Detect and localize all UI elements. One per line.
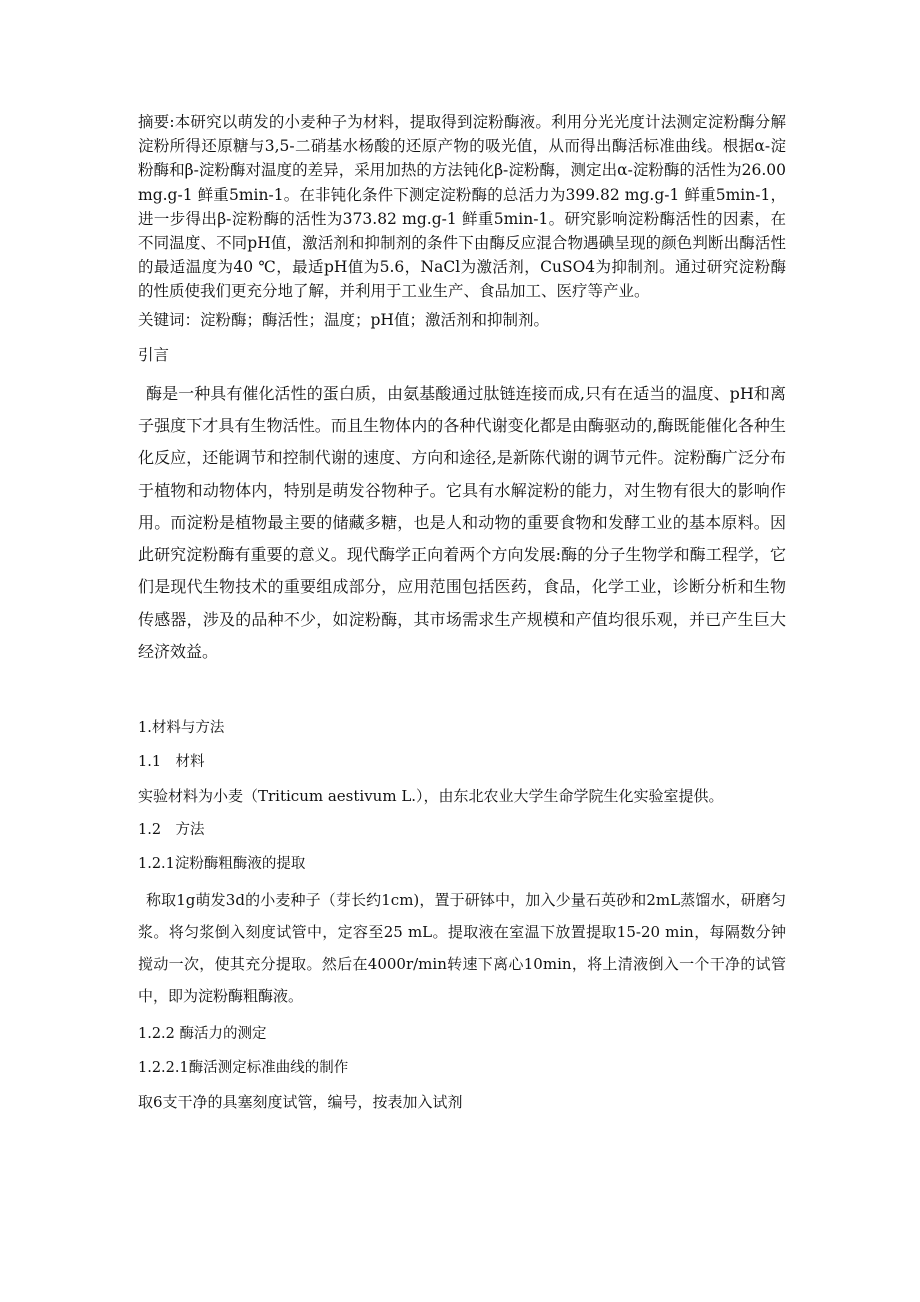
section-1-2-1-heading: 1.2.1淀粉酶粗酶液的提取 — [138, 856, 306, 873]
section-1-2-2-heading: 1.2.2 酶活力的测定 — [138, 1026, 267, 1043]
section-spacer — [138, 668, 786, 716]
extraction-paragraph: 称取1g萌发3d的小麦种子（芽长约1cm)，置于研钵中，加入少量石英砂和2mL蒸馏水，研磨匀浆。将匀浆倒入刻度试管中，定容至25 mL。提取液在室温下放置提取15-20 min，每隔数分钟搅动一次，使其充分提取。然后在4000r/min转速下离心10min，将上清液倒入一个干净的试管中，即为淀粉酶粗酶液。 — [138, 891, 786, 1006]
section-1-heading: 1.材料与方法 — [138, 720, 225, 737]
abstract-label: 摘要: — [138, 113, 175, 131]
keywords-line: 关键词：淀粉酶；酶活性；温度；pH值；激活剂和抑制剂。 — [138, 310, 549, 329]
materials-paragraph: 实验材料为小麦（Triticum aestivum L.），由东北农业大学生命学院生化实验室提供。 — [138, 787, 724, 806]
standard-curve-paragraph: 取6支干净的具塞刻度试管，编号，按表加入试剂 — [138, 1093, 463, 1112]
abstract-paragraph — [138, 110, 786, 304]
intro-paragraph: 酶是一种具有催化活性的蛋白质，由氨基酸通过肽链连接而成,只有在适当的温度、pH和离子强度下才具有生物活性。而且生物体内的各种代谢变化都是由酶驱动的,酶既能催化各种生化反应，还能调节和控制代谢的速度、方向和途径,是新陈代谢的调节元件。淀粉酶广泛分布于植物和动物体内，特别是萌发谷物种子。它具有水解淀粉的能力，对生物有很大的影响作用。而淀粉是植物最主要的储藏多糖，也是人和动物的重要食物和发酵工业的基本原料。因此研究淀粉酶有重要的意义。现代酶学正向着两个方向发展:酶的分子生物学和酶工程学，它们是现代生物技术的重要组成部分，应用范围包括医药，食品，化学工业，诊断分析和生物传感器，涉及的品种不少，如淀粉酶，其市场需求生产规模和产值均很乐观，并已产生巨大经济效益。 — [138, 383, 786, 661]
section-1-1-heading: 1.1 材料 — [138, 754, 205, 771]
document-content — [138, 110, 786, 1114]
section-1-2-2-1-heading: 1.2.2.1酶活测定标准曲线的制作 — [138, 1060, 349, 1077]
intro-heading: 引言 — [138, 345, 170, 364]
section-1-2-heading: 1.2 方法 — [138, 822, 205, 839]
abstract-text: 本研究以萌发的小麦种子为材料，提取得到淀粉酶液。利用分光光度计法测定淀粉酶分解淀粉所得还原糖与3,5-二硝基水杨酸的还原产物的吸光值，从而得出酶活标准曲线。根据α-淀粉酶和β-淀粉酶对温度的差异，采用加热的方法钝化β-淀粉酶，测定出α-淀粉酶的活性为26.00 mg.g-1 鲜重5min-1。在非钝化条件下测定淀粉酶的总活力为399.82 mg.g-1 鲜重5min-1，进一步得出β-淀粉酶的活性为373.82 mg.g-1 鲜重5min-1。研究影响淀粉酶活性的因素，在不同温度、不同pH值，激活剂和抑制剂的条件下由酶反应混合物遇碘呈现的颜色判断出酶活性的最适温度为40 ℃，最适pH值为5.6，NaCl为激活剂，CuSO4为抑制剂。通过研究淀粉酶的性质使我们更充分地了解，并利用于工业生产、食品加工、医疗等产业。 — [138, 113, 786, 301]
